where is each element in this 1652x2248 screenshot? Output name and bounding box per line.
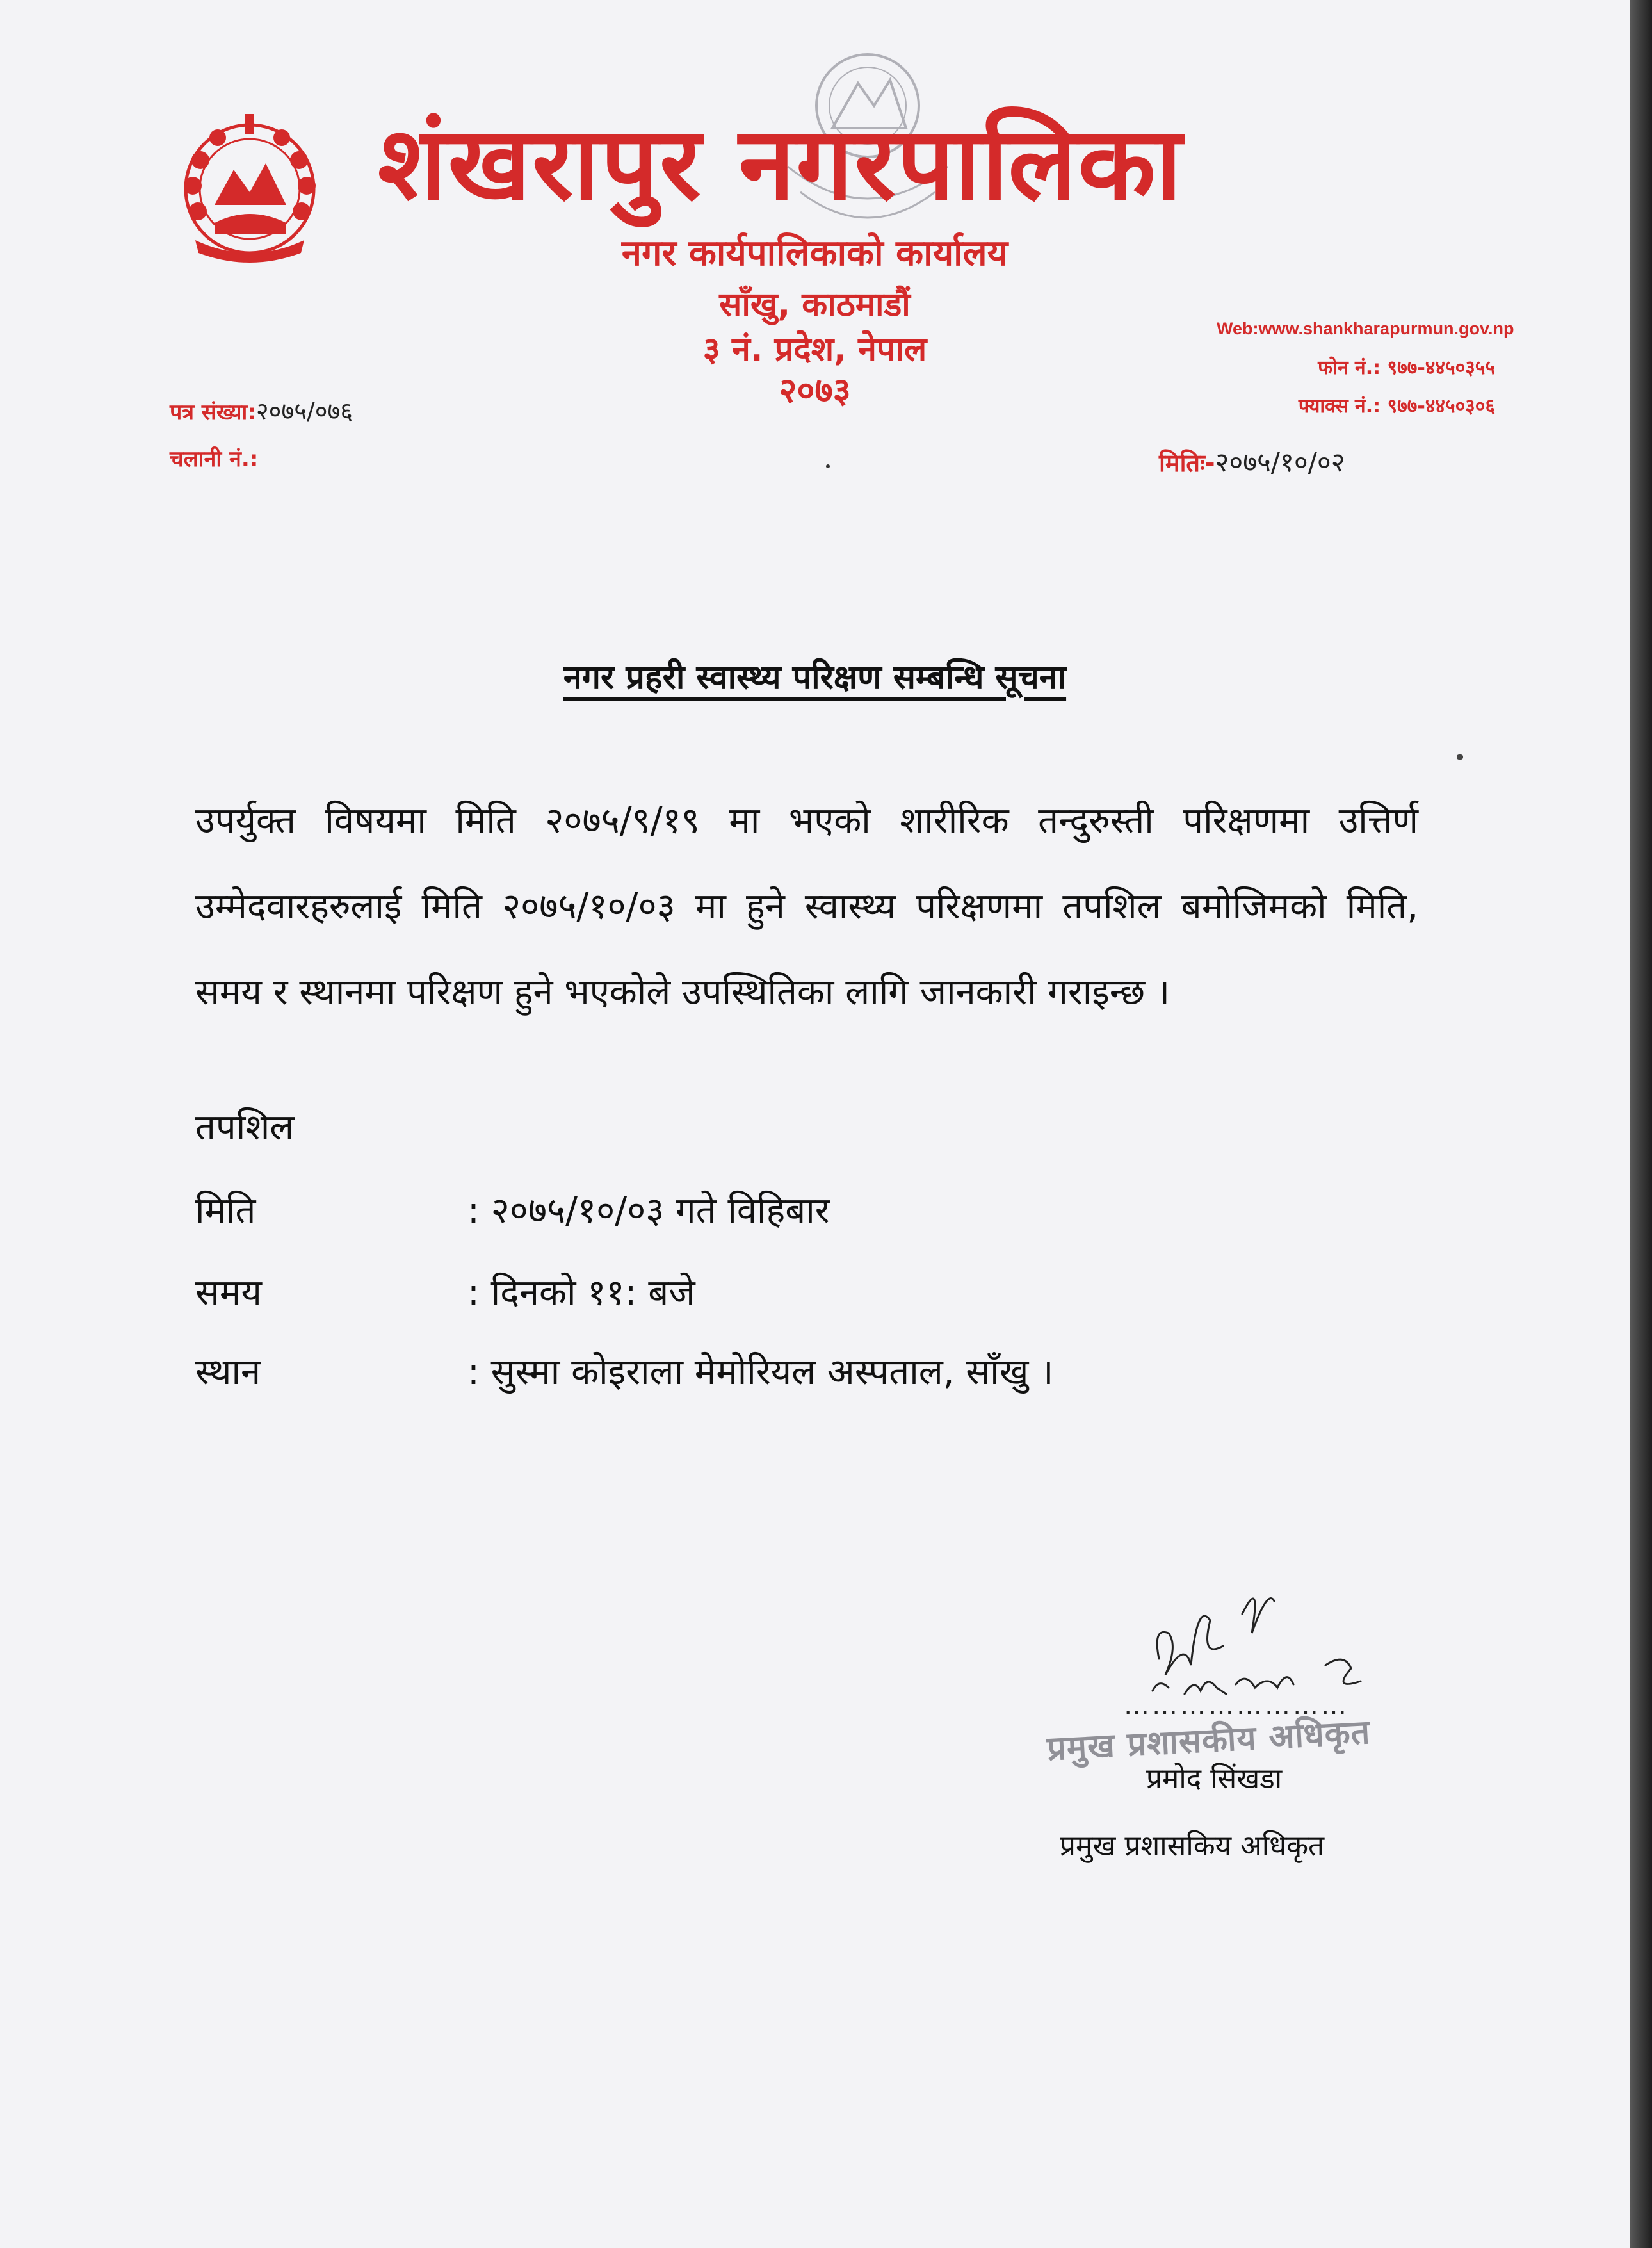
municipality-title: शंखरापुर नगरपालिका xyxy=(378,105,1183,223)
detail-value: : २०७५/१०/०३ गते विहिबार xyxy=(467,1190,830,1232)
details-heading: तपशिल xyxy=(195,1107,295,1148)
letter-date xyxy=(1159,443,1345,480)
dispatch-number-label: चलानी नं.: xyxy=(170,446,259,472)
notice-body: उपर्युक्त विषयमा मिति २०७५/९/१९ मा भएको शारीरिक तन्दुरुस्ती परिक्षणमा उत्तिर्ण उम्मेदवारहरुलाई मिति २०७५/१०/०३ मा हुने स्वास्थ्य परिक्षणमा तपशिल बमोजिमको मिति, समय र स्थानमा परिक्षण हुने भएकोले उपस्थितिका लागि जानकारी गराइन्छ । xyxy=(195,800,1418,1013)
ref-value: २०७५/०७६ xyxy=(255,397,353,425)
detail-label: मिति xyxy=(195,1190,256,1232)
signature-dotted-line: …………………… xyxy=(1124,1691,1349,1720)
address-line-1: साँखु, काठमाडौं xyxy=(719,286,911,324)
paper-speck xyxy=(1457,754,1463,760)
established-year: २०७३ xyxy=(779,370,851,411)
scan-edge xyxy=(1630,0,1652,2248)
ref-label: पत्र संख्या: xyxy=(170,400,256,425)
signatory-designation: प्रमुख प्रशासकिय अधिकृत xyxy=(1060,1830,1325,1862)
website-text: Web:www.shankharapurmun.gov.np xyxy=(1217,319,1514,338)
detail-label: समय xyxy=(195,1272,262,1314)
date-value: २०७५/१०/०२ xyxy=(1215,446,1345,478)
date-label: मितिः- xyxy=(1159,449,1215,477)
phone-number: फोन नं.: ९७७-४४५०३५५ xyxy=(1318,357,1495,379)
detail-label: स्थान xyxy=(195,1351,261,1393)
detail-value: : सुस्मा कोइराला मेमोरियल अस्पताल, साँखु । xyxy=(467,1351,1054,1393)
fax-number: फ्याक्स नं.: ९७७-४४५०३०६ xyxy=(1298,395,1495,418)
address-line-2: ३ नं. प्रदेश, नेपाल xyxy=(702,330,927,369)
paper-speck xyxy=(826,464,830,468)
designation-stamp: प्रमुख प्रशासकीय अधिकृत xyxy=(1046,1713,1372,1769)
notice-title: नगर प्रहरी स्वास्थ्य परिक्षण सम्बन्धि सूचना xyxy=(563,658,1067,697)
letter-reference xyxy=(170,394,353,427)
signatory-name: प्रमोद सिंखडा xyxy=(1146,1763,1283,1795)
detail-value: : दिनको ११: बजे xyxy=(467,1272,695,1314)
office-name: नगर कार्यपालिकाको कार्यालय xyxy=(621,232,1008,274)
